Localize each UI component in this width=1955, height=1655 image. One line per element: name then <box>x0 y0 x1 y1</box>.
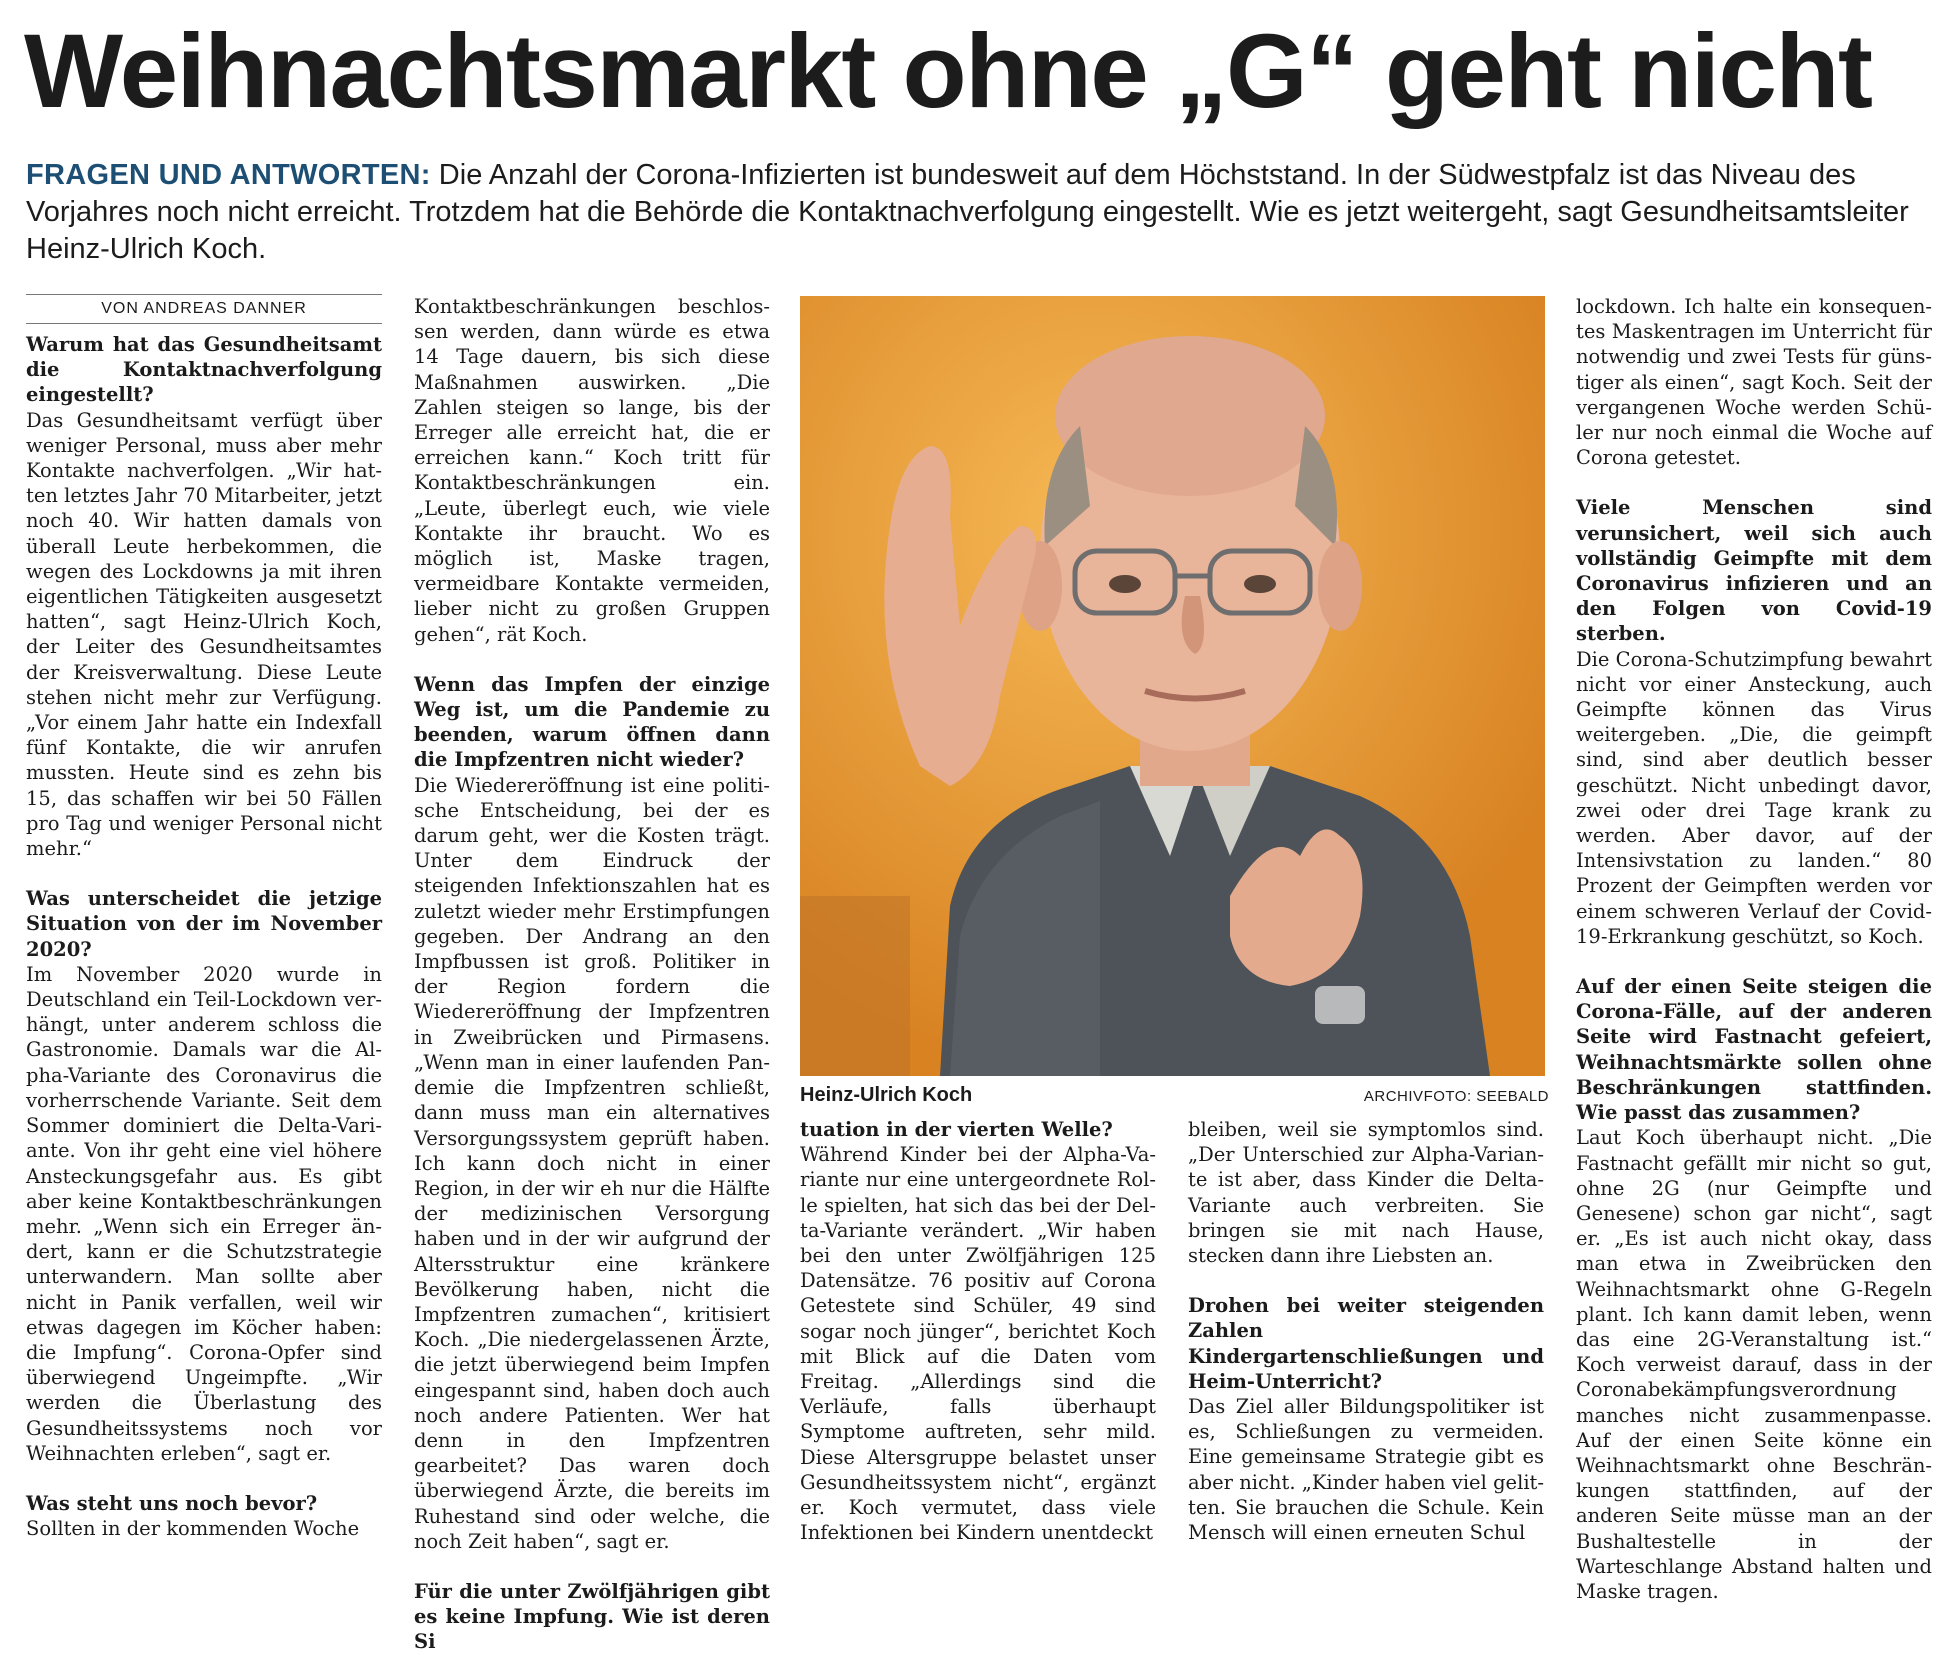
question-heading: Drohen bei weiter steigenden Zahlen Kindergartenschließungen und Heim-Unterricht? <box>1188 1294 1544 1393</box>
answer-paragraph: Sollten in der kommenden Woche <box>26 1517 360 1541</box>
intro-paragraph <box>26 157 1926 268</box>
intro-kicker: FRAGEN UND ANTWORTEN: <box>26 159 431 191</box>
portrait-photo <box>800 296 1545 1076</box>
answer-paragraph: Die Corona-Schutzimpfung bewahrt nicht vor einer Ansteckung, auch Geimpfte können das Virus weitergeben. „Die, die geimpft sind, sind aber deutlich besser geschützt. Nicht unbedingt davor, zwei oder drei Tage krank zu werden. Aber davor, auf der Intensivstation zu landen.“ 80 Prozent der Geimpften werden vor einem schweren Verlauf der Covid-19-Erkrankung geschützt, so Koch. <box>1576 647 1932 948</box>
column-3 <box>800 1117 1156 1545</box>
answer-paragraph: bleiben, weil sie symptomlos sind. „Der Unterschied zur Alpha-Variante ist aber, dass Kinder die Delta-Variante auch verbreiten. Sie bringen sie mit nach Hause, stecken dann ihre Liebsten an. <box>1188 1118 1544 1268</box>
question-heading: Was unterscheidet die jetzige Situation von der im November 2020? <box>26 887 382 961</box>
answer-paragraph: Während Kinder bei der Alpha-Variante nur eine untergeordnete Rolle spielten, hat sich das bei der Delta-Variante verändert. „Wir haben bei den unter Zwölfjährigen 125 Datensätze. 76 positiv auf Corona Getestete sind Schüler, 49 sind sogar noch jünger“, berichtet Koch mit Blick auf die Daten vom Freitag. „Allerdings sind die Verläufe, falls überhaupt Symptome auftreten, sehr mild. Diese Altersgruppe belastet unser Gesundheitssystem nicht“, ergänzt er. Koch vermutet, dass viele Infektionen bei Kindern unentdeckt <box>800 1143 1156 1545</box>
author-byline: VON ANDREAS DANNER <box>26 294 382 324</box>
column-1 <box>26 294 382 1541</box>
question-heading: tuation in der vierten Welle? <box>800 1118 1113 1141</box>
question-heading: Warum hat das Gesundheitsamt die Kontaktnachverfolgung eingestellt? <box>26 333 382 407</box>
column-4 <box>1188 1117 1544 1545</box>
headline: Weihnachtsmarkt ohne „G“ geht nicht <box>24 13 1872 130</box>
question-heading: Was steht uns noch bevor? <box>26 1491 318 1515</box>
column-2 <box>414 294 770 1654</box>
answer-paragraph: Kontaktbeschränkungen beschlossen werden, dann würde es etwa 14 Tage dauern, bis sich diese Maßnahmen auswirken. „Die Zahlen steigen so lange, bis der Erreger alle erreicht hat, die er erreichen kann.“ Koch tritt für Kontaktbeschränkungen ein. „Leute, überlegt euch, wie viele Kontakte ihr braucht. Wo es möglich ist, Maske tragen, vermeidbare Kontakte vermeiden, lieber nicht zu großen Gruppen gehen“, rät Koch. <box>414 295 770 646</box>
answer-paragraph: Im November 2020 wurde in Deutschland ein Teil-Lockdown verhängt, unter anderem schloss die Gastronomie. Damals war die Alpha-Variante des Coronavirus die vorherrschende Variante. Seit dem Sommer dominiert die Delta-Variante. Von ihr geht eine viel höhere Ansteckungsgefahr aus. Es gibt aber keine Kontaktbeschränkungen mehr. „Wenn sich ein Erreger ändert, kann er die Schutzstrategie unterwandern. Man sollte aber nicht in Panik verfallen, weil wir etwas dagegen im Köcher haben: die Impfung“. Corona-Opfer sind überwiegend Ungeimpfte. „Wir werden die Überlastung des Gesundheitssystems noch vor Weihnachten erleben“, sagt er. <box>26 962 382 1465</box>
photo-caption: Heinz-Ulrich Koch <box>800 1084 973 1106</box>
question-heading: Wenn das Impfen der einzige Weg ist, um die Pandemie zu beenden, warum öffnen dann die Impfzentren nicht wieder? <box>414 672 770 772</box>
answer-paragraph: Laut Koch überhaupt nicht. „Die Fastnacht gefällt mir nicht so gut, ohne 2G (nur Geimpfte und Genesene) schon gar nicht“, sagt er. „Es ist auch nicht okay, dass man etwa in Zweibrücken den Weihnachtsmarkt ohne G-Regeln plant. Ich kann damit leben, wenn das eine 2G-Veranstaltung ist.“ Koch verweist darauf, dass in der Coronabekämpfungsverordnung manches nicht zusammenpasse. Auf der einen Seite könne ein Weihnachtsmarkt ohne Beschränkungen stattfinden, auf der anderen Seite müsse man an der Bushaltestelle in der Warteschlange Abstand halten und Maske tragen. <box>1576 1126 1932 1603</box>
answer-paragraph: lockdown. Ich halte ein konsequentes Maskentragen im Unterricht für notwendig und zwei Tests für günstiger als einen“, sagt Koch. Seit der vergangenen Woche werden Schüler nur noch einmal die Woche auf Corona getestet. <box>1576 295 1932 470</box>
photo-credit: ARCHIVFOTO: SEEBALD <box>1363 1088 1549 1105</box>
question-heading: Viele Menschen sind verunsichert, weil sich auch vollständig Geimpfte mit dem Coronavirus infizieren und an den Folgen von Covid-19 sterben. <box>1576 496 1932 646</box>
answer-paragraph: Die Wiedereröffnung ist eine politische Entscheidung, bei der es darum geht, wer die Kosten trägt. Unter dem Eindruck der steigenden Infektionszahlen hat es zuletzt wieder mehr Erstimpfungen gegeben. Der Andrang an den Impfbussen ist groß. Politiker in der Region fordern die Wiedereröffnung der Impfzentren in Zweibrücken und Pirmasens. „Wenn man in einer laufenden Pandemie die Impfzentren schließt, dann muss man ein alternatives Versorgungssystem geprüft haben. Ich kann doch nicht in einer Region, in der wir eh nur die Hälfte der medizinischen Versorgung haben und in der wir aufgrund der Altersstruktur eine kränkere Bevölkerung haben, nicht die Impfzentren zumachen“, kritisiert Koch. „Die niedergelassenen Ärzte, die jetzt überwiegend beim Impfen eingespannt sind, haben doch auch noch andere Patienten. Wer hat denn in den Impfzentren gearbeitet? Das waren doch überwiegend Ärzte, die bereits im Ruhestand sind oder welche, die noch Zeit haben“, sagt er. <box>414 773 770 1553</box>
intro-text: Die Anzahl der Corona-Infizierten ist bundesweit auf dem Höchststand. In der Südwestpfalz ist das Niveau des Vorjahres noch nicht erreicht. Trotzdem hat die Behörde die Kontaktnachverfolgung eingestellt. Wie es jetzt weitergeht, sagt Gesundheitsamtsleiter Heinz-Ulrich Koch. <box>26 159 1909 265</box>
answer-paragraph: Das Gesundheitsamt verfügt über weniger Personal, muss aber mehr Kontakte nachverfolgen. „Wir hatten letztes Jahr 70 Mitarbeiter, jetzt noch 40. Wir hatten damals von überall Leute herbekommen, die wegen des Lockdowns ja mit ihren eigentlichen Tätigkeiten ausgesetzt hatten“, sagt Heinz-Ulrich Koch, der Leiter des Gesundheitsamtes der Kreisverwaltung. Diese Leute stehen nicht mehr zur Verfügung. „Vor einem Jahr hatte ein Indexfall fünf Kontakte, die wir anrufen mussten. Heute sind es zehn bis 15, das schaffen wir bei 50 Fällen pro Tag und weniger Personal nicht mehr.“ <box>26 408 382 861</box>
question-heading: Auf der einen Seite steigen die Corona-Fälle, auf der anderen Seite wird Fastnacht gefeiert, Weihnachtsmärkte sollen ohne Beschränkungen stattfinden. Wie passt das zusammen? <box>1576 975 1932 1125</box>
answer-paragraph: Das Ziel aller Bildungspolitiker ist es, Schließungen zu vermeiden. Eine gemeinsame Strategie gibt es aber nicht. „Kinder haben viel gelitten. Sie brauchen die Schule. Kein Mensch will einen erneuten Schul <box>1188 1395 1544 1545</box>
column-5 <box>1576 294 1932 1603</box>
question-heading: Für die unter Zwölfjährigen gibt es keine Impfung. Wie ist deren Si <box>414 1579 770 1654</box>
portrait-illustration <box>800 296 1545 1076</box>
